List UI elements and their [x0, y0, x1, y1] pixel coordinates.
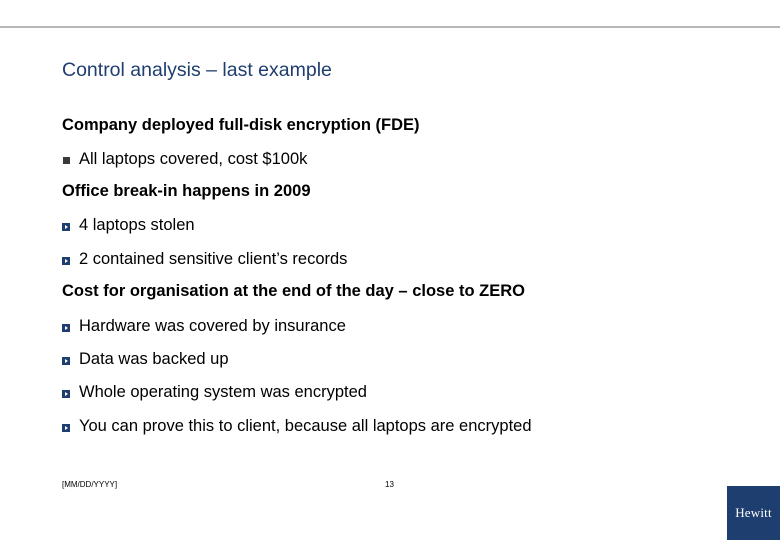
hewitt-logo [727, 486, 780, 540]
bullet-item [62, 349, 229, 369]
bullet-text: Data was backed up [79, 349, 229, 368]
top-divider [0, 26, 780, 28]
bullet-text: All laptops covered, cost $100k [79, 149, 308, 168]
slide-title: Control analysis – last example [62, 59, 332, 81]
bullet-item [62, 249, 347, 269]
arrow-bullet-icon [62, 219, 78, 231]
bullet-text: Hardware was covered by insurance [79, 316, 346, 335]
bullet-text: 4 laptops stolen [79, 215, 195, 234]
arrow-bullet-icon [62, 353, 78, 365]
bullet-text: You can prove this to client, because all laptops are encrypted [79, 416, 532, 435]
logo-text: Hewitt [735, 505, 772, 520]
bullet-text: 2 contained sensitive client’s records [79, 249, 348, 268]
bullet-item [62, 215, 195, 235]
section-heading: Cost for organisation at the end of the day – close to ZERO [62, 282, 525, 300]
arrow-bullet-icon [62, 420, 78, 432]
arrow-bullet-icon [62, 386, 78, 398]
page-number: 13 [385, 480, 394, 489]
bullet-item [62, 316, 346, 336]
arrow-bullet-icon [62, 253, 78, 265]
bullet-item [62, 382, 367, 402]
bullet-text: Whole operating system was encrypted [79, 382, 367, 401]
section-heading: Office break-in happens in 2009 [62, 182, 311, 200]
bullet-item [62, 149, 307, 169]
bullet-item [62, 416, 532, 436]
arrow-bullet-icon [62, 320, 78, 332]
section-heading: Company deployed full-disk encryption (FDE) [62, 116, 420, 134]
square-bullet-icon [62, 154, 78, 164]
footer-date: [MM/DD/YYYY] [62, 480, 118, 489]
